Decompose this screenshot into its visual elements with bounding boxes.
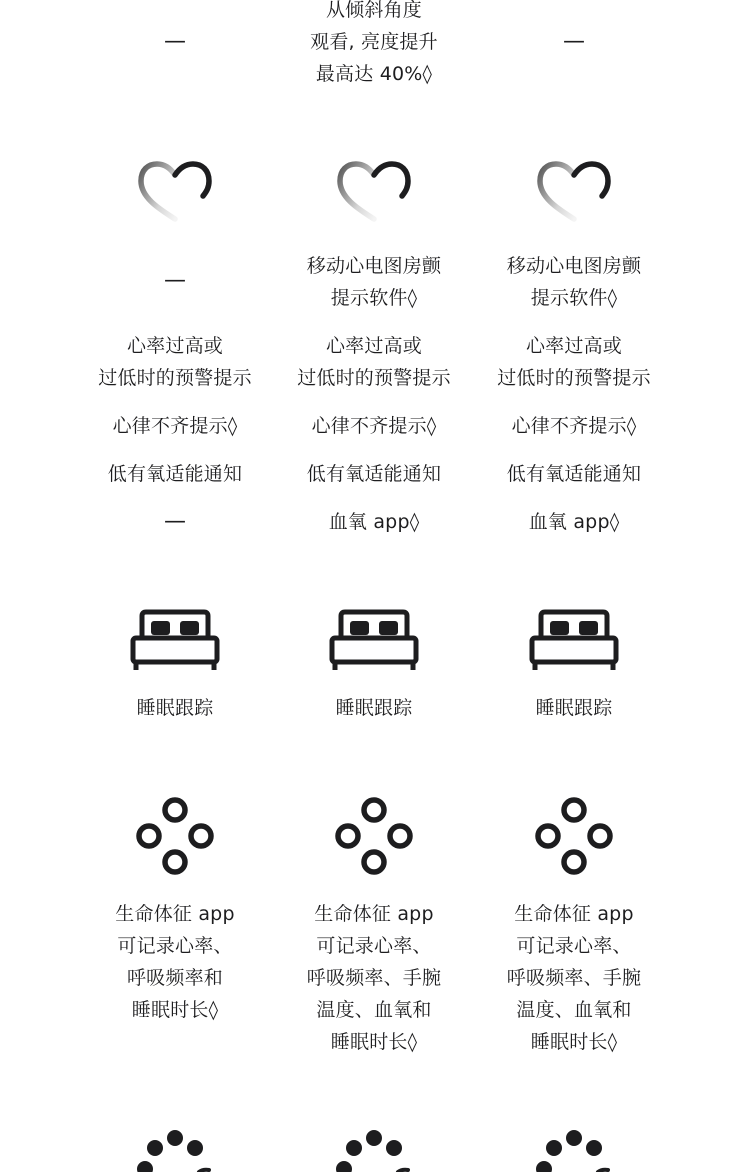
- sleep-tracking-text: 睡眠跟踪: [535, 697, 613, 719]
- bed-icon: [327, 608, 421, 672]
- vitals-icon: [534, 796, 614, 876]
- blood-oxygen-text: 血氧 app◊: [328, 511, 420, 533]
- blood-oxygen-dash: —: [164, 509, 186, 534]
- ecg-dash: —: [164, 268, 186, 293]
- irregular-rhythm-text: 心律不齐提示◊: [511, 415, 637, 437]
- low-fitness-text: 低有氧适能通知: [107, 463, 243, 485]
- sleep-tracking-text: 睡眠跟踪: [335, 697, 413, 719]
- brightness-dash: —: [563, 29, 585, 54]
- vitals-app-text: 生命体征 app 可记录心率、 呼吸频率、手腕 温度、血氧和 睡眠时长◊: [506, 903, 642, 1053]
- heart-rate-alert-text: 心率过高或 过低时的预警提示: [98, 335, 252, 389]
- vitals-icon: [334, 796, 414, 876]
- heart-icon: [135, 157, 215, 231]
- heart-rate-alert-text: 心率过高或 过低时的预警提示: [297, 335, 451, 389]
- ecg-app-text: 移动心电图房颤 提示软件◊: [306, 255, 442, 309]
- brightness-dash: —: [164, 29, 186, 54]
- low-fitness-text: 低有氧适能通知: [306, 463, 442, 485]
- vitals-app-text: 生命体征 app 可记录心率、 呼吸频率、手腕 温度、血氧和 睡眠时长◊: [306, 903, 442, 1053]
- heart-icon: [334, 157, 414, 231]
- bed-icon: [128, 608, 222, 672]
- bed-icon: [527, 608, 621, 672]
- ecg-app-text: 移动心电图房颤 提示软件◊: [506, 255, 642, 309]
- irregular-rhythm-text: 心律不齐提示◊: [112, 415, 238, 437]
- heart-rate-alert-text: 心率过高或 过低时的预警提示: [497, 335, 651, 389]
- activity-rings-icon: [334, 1128, 414, 1172]
- comparison-column-2: [274, 0, 474, 1172]
- activity-rings-icon: [534, 1128, 614, 1172]
- comparison-column-3: [474, 0, 674, 1172]
- vitals-icon: [135, 796, 215, 876]
- low-fitness-text: 低有氧适能通知: [506, 463, 642, 485]
- activity-rings-icon: [135, 1128, 215, 1172]
- irregular-rhythm-text: 心律不齐提示◊: [311, 415, 437, 437]
- brightness-text: 从倾斜角度 观看, 亮度提升 最高达 40%◊: [310, 0, 438, 85]
- comparison-column-1: [75, 0, 275, 1172]
- blood-oxygen-text: 血氧 app◊: [528, 511, 620, 533]
- heart-icon: [534, 157, 614, 231]
- sleep-tracking-text: 睡眠跟踪: [136, 697, 214, 719]
- vitals-app-text: 生命体征 app 可记录心率、 呼吸频率和 睡眠时长◊: [115, 903, 235, 1021]
